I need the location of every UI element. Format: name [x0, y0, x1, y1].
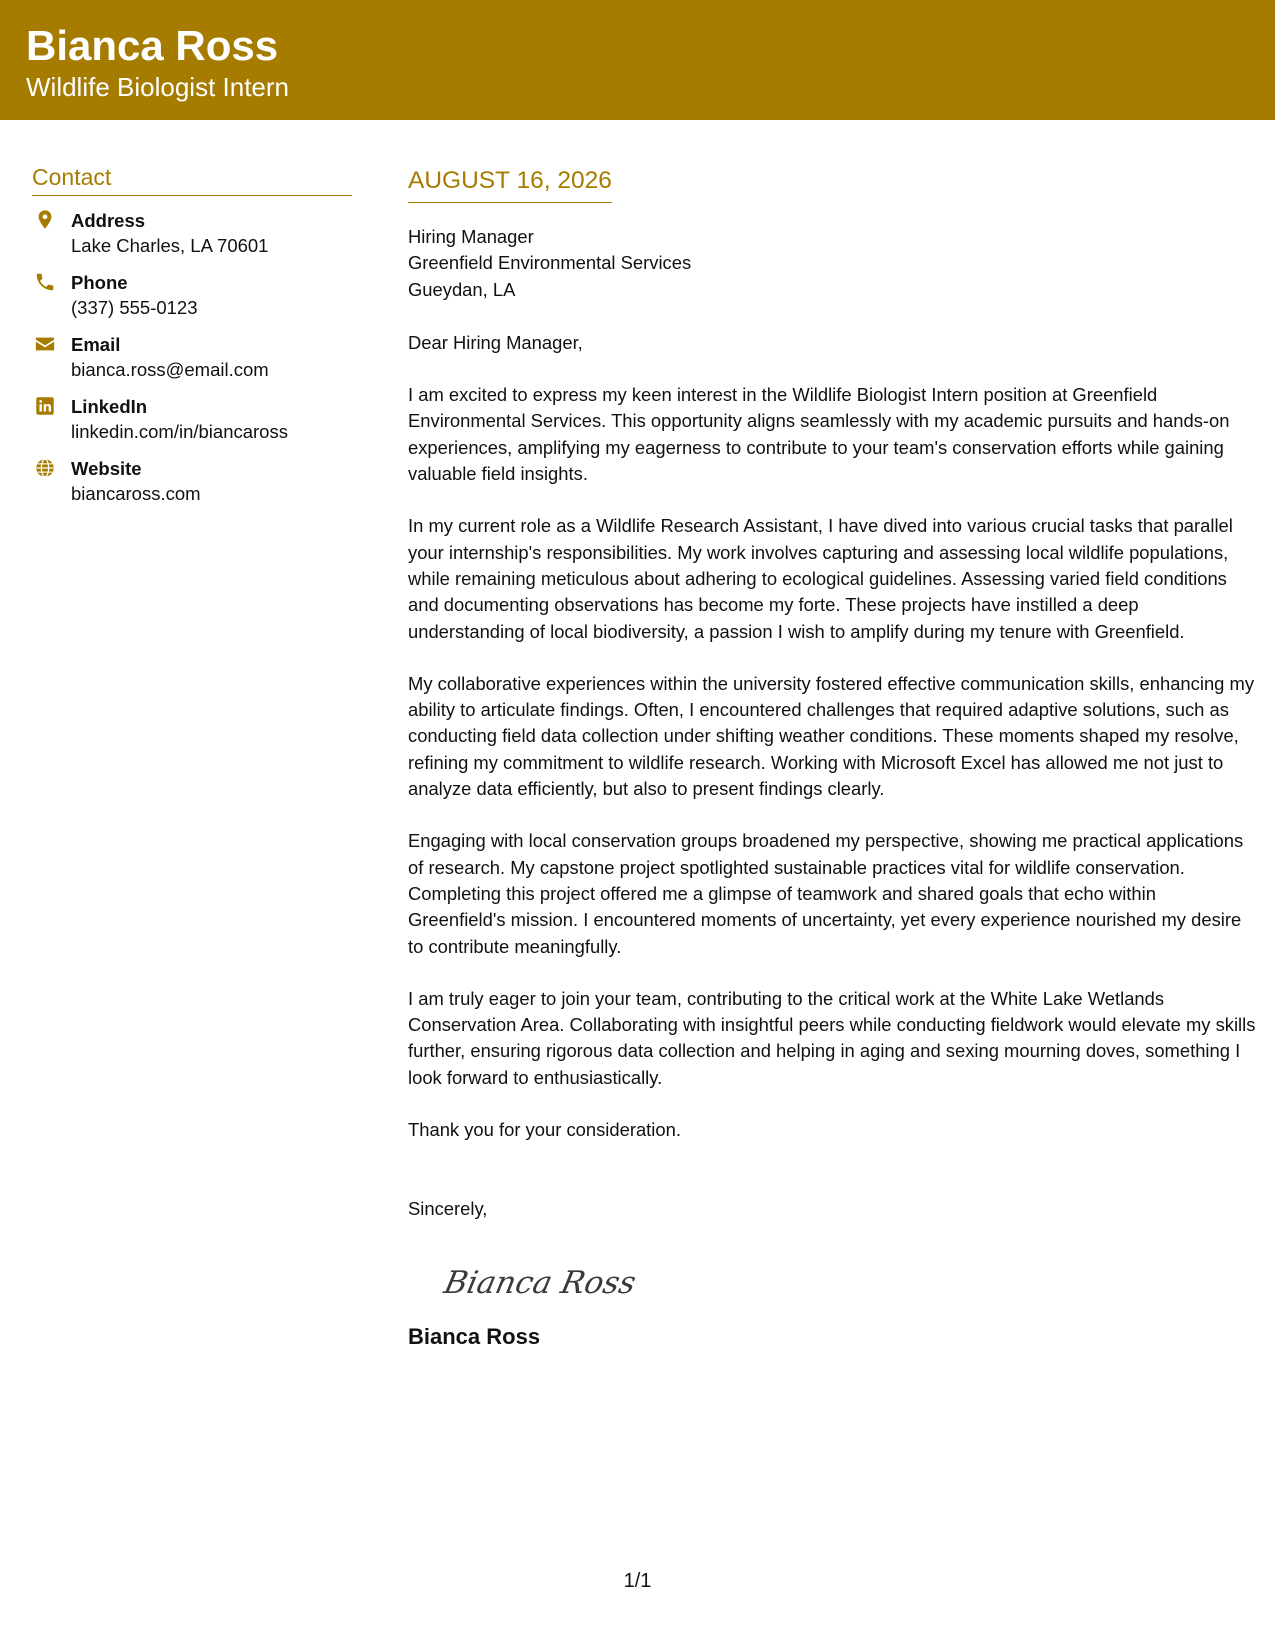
body-paragraph: I am excited to express my keen interest in the Wildlife Biologist Intern position at Greenfield Environmental Services. This opportunity aligns seamlessly with my academic pursuits and hands-on experiences, amplifying my eagerness to contribute to your team's conservation efforts while gaining valuable field insights.: [408, 384, 1230, 485]
applicant-name: Bianca Ross: [26, 22, 279, 69]
recipient-line: Hiring Manager: [408, 226, 534, 247]
closing: Sincerely,: [408, 1198, 488, 1220]
contact-sidebar: [32, 162, 352, 518]
body-paragraph: My collaborative experiences within the university fostered effective communication skills, enhancing my ability to articulate findings. Often, I encountered challenges that required adaptive solutions, such as conducting field data collection under shifting weather conditions. These moments shaped my resolve, refining my commitment to wildlife research. Working with Microsoft Excel has allowed me not just to analyze data efficiently, but also to present findings clearly.: [408, 672, 1255, 800]
thank-you-line: Thank you for your consideration.: [408, 1119, 681, 1141]
phone-icon: [34, 271, 56, 293]
signature-text: Bianca Ross: [440, 1264, 640, 1301]
letter-date: AUGUST 16, 2026: [408, 165, 612, 203]
recipient-line: Greenfield Environmental Services: [408, 252, 692, 274]
contact-label-address: Address: [71, 210, 146, 231]
recipient-line: Gueydan, LA: [408, 278, 516, 300]
salutation: Dear Hiring Manager,: [408, 331, 583, 353]
contact-value-phone: (337) 555-0123: [71, 297, 198, 318]
body-paragraph: I am truly eager to join your team, contributing to the critical work at the White Lake Wetlands Conservation Area. Collaborating with insightful peers while conducting fieldwork would elevate my skills further, ensuring rigorous data collection and helping in aging and sexing mourning doves, something I look forward to enthusiastically.: [408, 987, 1256, 1088]
job-title: Wildlife Biologist Intern: [26, 72, 289, 102]
page-number: 1/1: [623, 1570, 652, 1592]
recipient-block: [408, 224, 1258, 303]
signed-name: Bianca Ross: [408, 1323, 541, 1349]
contact-label-linkedin: LinkedIn: [71, 396, 148, 417]
linkedin-icon: [34, 395, 56, 417]
contact-item-website: [32, 456, 352, 506]
contact-label-email: Email: [71, 334, 121, 355]
body-paragraph: In my current role as a Wildlife Research Assistant, I have dived into various crucial tasks that parallel your internship's responsibilities. My work involves capturing and assessing local wildlife populations, while remaining meticulous about adhering to ecological guidelines. Assessing varied field conditions and documenting observations has become my forte. These projects have instilled a deep understanding of local biodiversity, a passion I wish to amplify during my tenure with Greenfield.: [408, 515, 1233, 642]
contact-value-website[interactable]: biancaross.com: [71, 483, 201, 504]
globe-icon: [34, 457, 56, 479]
contact-item-address: [32, 208, 352, 258]
body-paragraph: Engaging with local conservation groups broadened my perspective, showing me practical applications of research. My capstone project spotlighted sustainable practices vital for wildlife conservation. Completing this project offered me a glimpse of teamwork and shared goals that echo within Greenfield's mission. I encountered moments of uncertainty, yet every experience nourished my desire to contribute meaningfully.: [408, 830, 1244, 957]
contact-label-phone: Phone: [71, 272, 128, 293]
envelope-icon: [34, 333, 56, 355]
contact-heading: Contact: [32, 162, 352, 196]
contact-item-linkedin: [32, 394, 352, 444]
contact-list: [32, 208, 352, 506]
contact-value-linkedin[interactable]: linkedin.com/in/biancaross: [71, 421, 288, 442]
contact-item-phone: [32, 270, 352, 320]
map-pin-icon: [34, 209, 56, 231]
contact-label-website: Website: [71, 458, 142, 479]
contact-value-address: Lake Charles, LA 70601: [71, 235, 269, 256]
header-banner: [0, 0, 1275, 120]
letter-body: [408, 165, 1258, 1351]
handwritten-signature: [440, 1249, 640, 1311]
contact-value-email[interactable]: bianca.ross@email.com: [71, 359, 269, 380]
contact-item-email: [32, 332, 352, 382]
